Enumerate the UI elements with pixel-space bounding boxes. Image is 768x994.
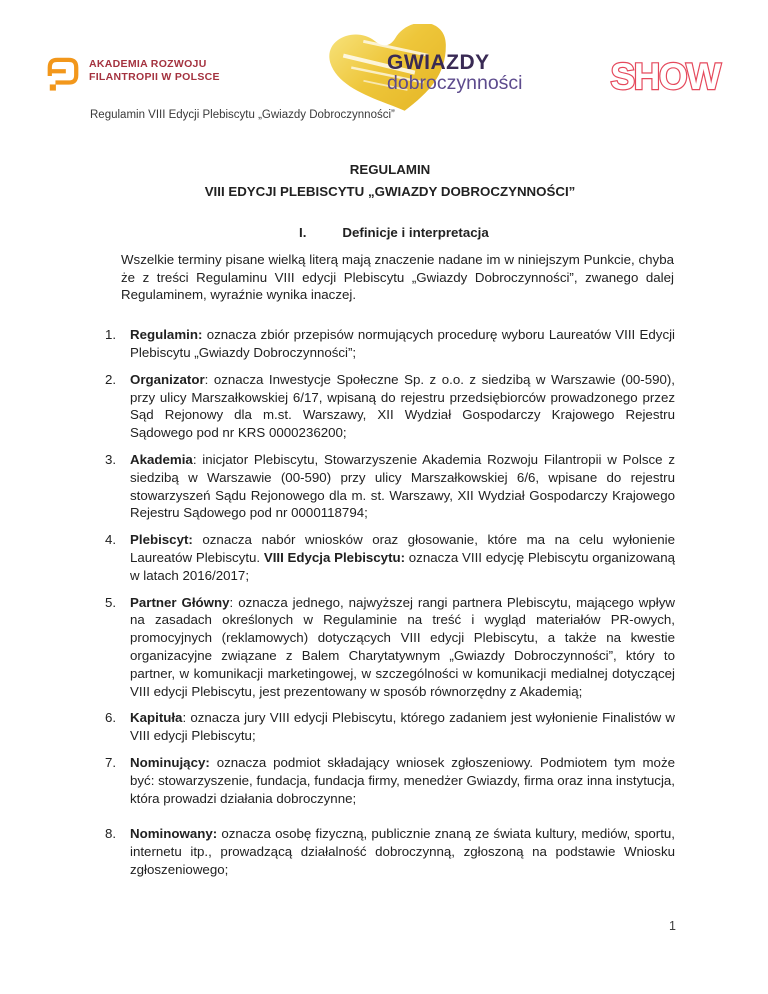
definition-item-number: 7.	[105, 754, 117, 770]
arf-spiral-e-icon	[46, 56, 80, 94]
arf-logo-line2: FILANTROPII W POLSCE	[89, 70, 220, 83]
gwiazdy-logo-text	[387, 52, 523, 94]
section-heading-label: Definicje i interpretacja	[342, 225, 489, 240]
definition-item	[105, 709, 675, 745]
definition-item	[105, 825, 675, 878]
document-body	[105, 159, 675, 879]
definition-item-text: Kapituła: oznacza jury VIII edycji Plebiscytu, którego zadaniem jest wyłonienie Finalistów w VIII edycji Plebiscytu;	[130, 710, 675, 744]
definition-item-text: Partner Główny: oznacza jednego, najwyższej rangi partnera Plebiscytu, mającego wpływ na zasadach określonych w Regulaminie na treść i wygląd materiałów PR-owych, promocyjnych (reklamowych) dotyczących VIII edycji Plebiscytu, a także na kwestie organizacyjne związane z Balem Charytatywnym „Gwiazdy Dobroczynności”, który to partner, w komunikacji marketingowej, w szczególności w komunikacji medialnej dotyczącej VIII edycji Plebiscytu, jest prezentowany w sposób równorzędny z Akademią;	[130, 594, 675, 699]
definition-item	[105, 531, 675, 584]
definition-item-text: Plebiscyt: oznacza nabór wniosków oraz głosowanie, które ma na celu wyłonienie Laureatów Plebiscytu. VIII Edycja Plebiscytu: oznacza VIII edycję Plebiscytu organizowaną w latach 2016/2017;	[130, 532, 675, 583]
definition-item-number: 1.	[105, 327, 117, 343]
definition-item	[105, 451, 675, 522]
arf-logo	[46, 56, 220, 94]
definition-item-number: 6.	[105, 710, 117, 726]
gwiazdy-logo-line1: GWIAZDY	[387, 51, 490, 74]
arf-logo-line1: AKADEMIA ROZWOJU	[89, 58, 207, 70]
intro-paragraph: Wszelkie terminy pisane wielką literą mają znaczenie nadane im w niniejszym Punkcie, chyba że z treści Regulaminu VIII edycji Plebiscytu „Gwiazdy Dobroczynności”, zwanego dalej Regulaminem, wyraźnie wynika inaczej.	[121, 251, 674, 303]
show-logo	[601, 48, 729, 102]
definition-item-number: 4.	[105, 532, 117, 548]
definition-item-text: Nominujący: oznacza podmiot składający wniosek zgłoszeniowy. Podmiotem tym może być: stowarzyszenie, fundacja, fundacja firmy, menedżer Gwiazdy, firma oraz inna instytucja, która prowadzi działania dobroczynne;	[130, 754, 675, 806]
document-title-line1: REGULAMIN	[349, 162, 431, 177]
gwiazdy-dobroczynnosci-logo	[318, 24, 528, 116]
definition-item-number: 8.	[105, 826, 117, 842]
section-heading	[299, 224, 675, 242]
show-logo-text: SHOW	[610, 56, 720, 97]
definition-item-text: Regulamin: oznacza zbiór przepisów normujących procedurę wyboru Laureatów VIII Edycji Plebiscytu „Gwiazdy Dobroczynności”;	[130, 327, 675, 360]
definition-item	[105, 326, 675, 362]
definition-item-text: Organizator: oznacza Inwestycje Społeczne Sp. z o.o. z siedzibą w Warszawie (00-590), przy ulicy Marszałkowskiej 6/17, wpisaną do rejestru przedsiębiorców prowadzonego przez Sąd Rejonowy dla m.st. Warszawy, XII Wydział Gospodarczy Krajowego Rejestru Sądowego pod nr KRS 0000236200;	[130, 371, 675, 441]
definition-item-text: Nominowany: oznacza osobę fizyczną, publicznie znaną ze świata kultury, mediów, sportu, internetu itp., prowadzącą działalność dobroczynną, zgłoszoną na podstawie Wniosku zgłoszeniowego;	[130, 826, 675, 877]
document-title	[105, 159, 675, 203]
document-title-line2: VIII EDYCJI PLEBISCYTU „GWIAZDY DOBROCZYNNOŚCI”	[204, 184, 576, 199]
arf-logo-text	[89, 58, 220, 83]
definition-item	[105, 594, 675, 701]
definitions-list	[105, 326, 675, 879]
definition-item-number: 3.	[105, 451, 117, 467]
page-number: 1	[669, 919, 676, 933]
document-header-line: Regulamin VIII Edycji Plebiscytu „Gwiazdy Dobroczynności”	[90, 109, 395, 121]
definition-item	[105, 371, 675, 442]
definition-item-number: 2.	[105, 371, 117, 387]
gwiazdy-logo-line2: dobroczynności	[387, 72, 523, 94]
definition-item-text: Akademia: inicjator Plebiscytu, Stowarzyszenie Akademia Rozwoju Filantropii w Polsce z siedzibą w Warszawie (00-590) przy ulicy Marszałkowskiej 6/6, wpisane do rejestru stowarzyszeń Sądu Rejonowego dla m. st. Warszawy, XII Wydział Gospodarczy Krajowego Rejestru Sądowego pod nr 0000118794;	[130, 451, 675, 521]
section-numeral: I.	[299, 225, 307, 240]
definition-item	[105, 754, 675, 807]
definition-item-number: 5.	[105, 594, 117, 610]
